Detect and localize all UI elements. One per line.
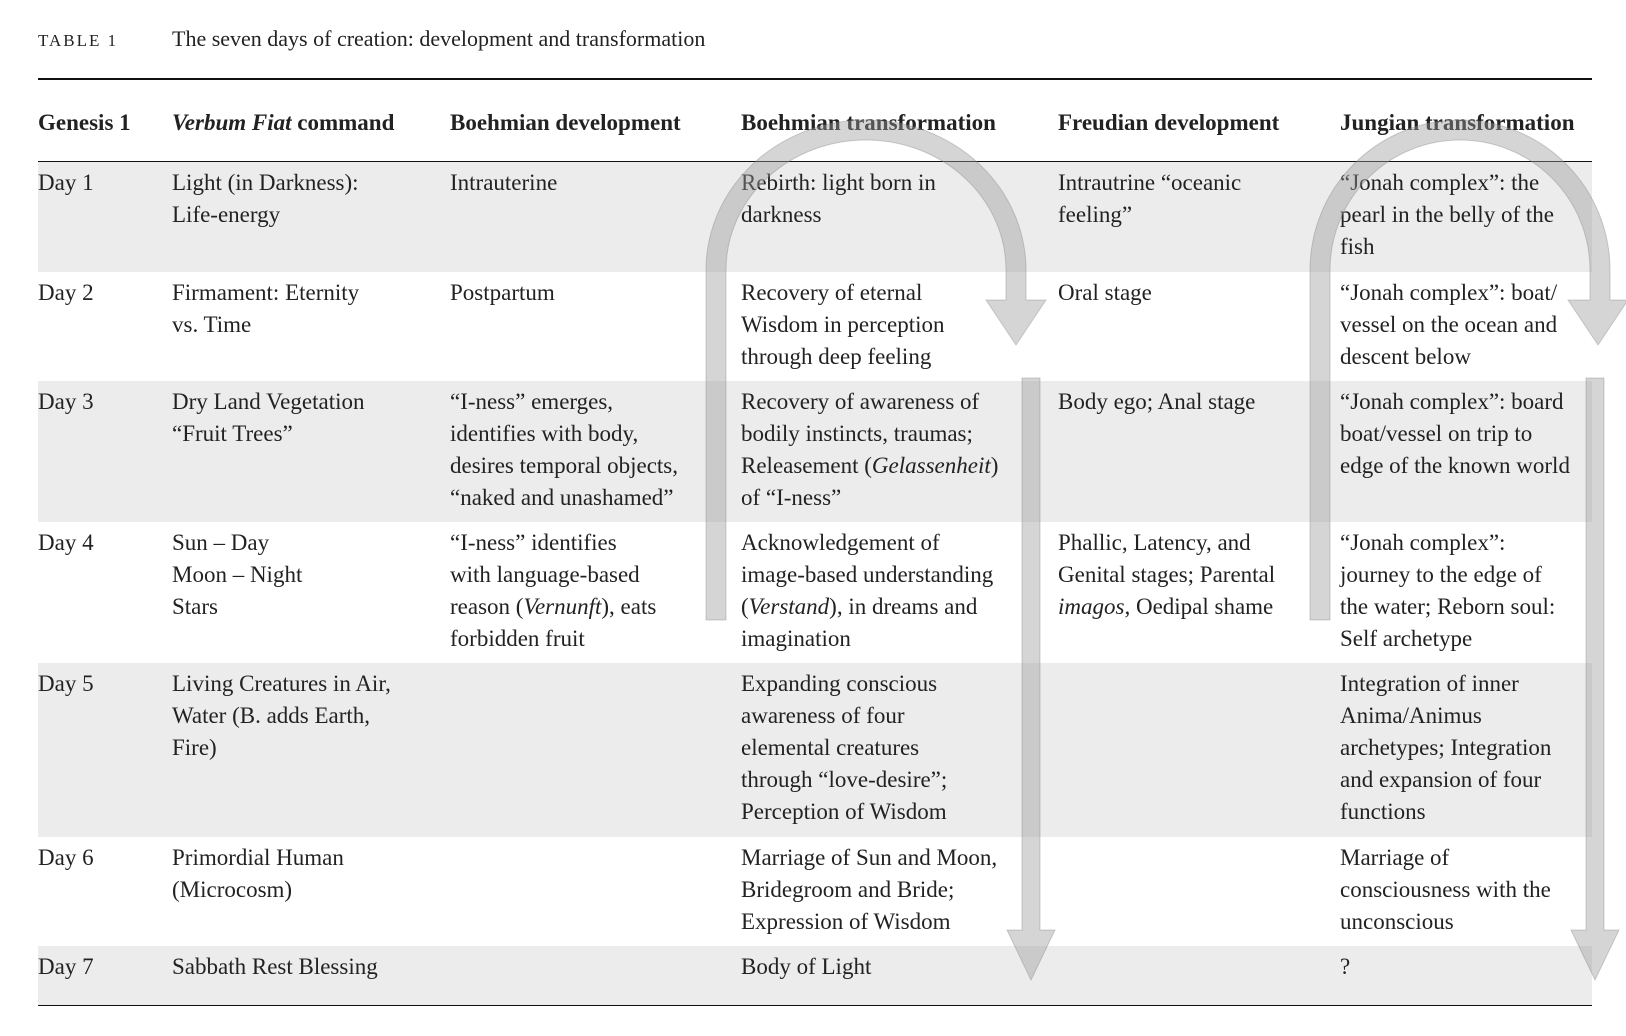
cell-line: Integration of inner: [1340, 671, 1519, 696]
cell-line: unconscious: [1340, 909, 1454, 934]
table-caption: [38, 26, 705, 52]
header-text: Boehmian transformation: [741, 110, 996, 135]
table-cell: [1340, 842, 1551, 938]
cell-line: Expression of Wisdom: [741, 909, 951, 934]
day-label: [38, 668, 94, 700]
cell-line: Postpartum: [450, 280, 555, 305]
cell-line: Sun – Day: [172, 530, 270, 555]
cell-line: “Fruit Trees”: [172, 421, 293, 446]
table-cell: [172, 668, 391, 764]
table-cell: [1340, 951, 1350, 983]
italic-term: Gelassenheit: [871, 453, 991, 478]
cell-line: Recovery of eternal: [741, 280, 923, 305]
cell-line: through “love-desire”;: [741, 767, 948, 792]
cell-line: Dry Land Vegetation: [172, 389, 365, 414]
day-label: [38, 277, 94, 309]
top-rule: [38, 78, 1592, 80]
table-cell: [172, 842, 344, 906]
header-text: Genesis 1: [38, 110, 131, 135]
cell-line: Sabbath Rest Blessing: [172, 954, 378, 979]
cell-line: “Jonah complex”: boat/: [1340, 280, 1558, 305]
cell-line: ?: [1340, 954, 1351, 979]
cell-line: edge of the known world: [1340, 453, 1570, 478]
table-title: The seven days of creation: development and transformation: [172, 26, 706, 51]
cell-line: Intrautrine “oceanic: [1058, 170, 1242, 195]
table-cell: [450, 527, 656, 655]
table-cell: [1340, 386, 1570, 482]
table-cell: [1340, 668, 1551, 828]
cell-line: Primordial Human: [172, 845, 344, 870]
cell-line: awareness of four: [741, 703, 905, 728]
table-cell: [172, 386, 364, 450]
table-cell: [450, 277, 555, 309]
table-cell: [1340, 277, 1557, 373]
cell-line: Firmament: Eternity: [172, 280, 360, 305]
cell-line: functions: [1340, 799, 1426, 824]
cell-line: Expanding conscious: [741, 671, 938, 696]
day-label: [38, 951, 94, 983]
cell-line: Stars: [172, 594, 218, 619]
table-cell: [741, 167, 936, 231]
cell-line: Bridegroom and Bride;: [741, 877, 955, 902]
cell-line: image-based understanding: [741, 562, 994, 587]
table-cell: [741, 842, 997, 938]
table-cell: [172, 527, 302, 623]
cell-line: Releasement (Gelassenheit): [741, 453, 999, 478]
cell-line: Intrauterine: [450, 170, 558, 195]
table-label: TABLE 1: [38, 31, 119, 50]
table-cell: [741, 668, 947, 828]
cell-line: Genital stages; Parental: [1058, 562, 1276, 587]
cell-line: “Jonah complex”:: [1340, 530, 1506, 555]
cell-line: desires temporal objects,: [450, 453, 679, 478]
table-cell: [1058, 277, 1152, 309]
day-label: [38, 386, 94, 418]
day-label: [38, 167, 94, 199]
table-cell: [1058, 167, 1241, 231]
cell-line: Body of Light: [741, 954, 872, 979]
table-cell: [450, 167, 557, 199]
italic-term: Verstand: [748, 594, 830, 619]
cell-line: Rebirth: light born in: [741, 170, 936, 195]
cell-line: Day 7: [38, 954, 94, 979]
column-header: [172, 110, 394, 136]
cell-line: Life-energy: [172, 202, 281, 227]
cell-line: boat/vessel on trip to: [1340, 421, 1533, 446]
cell-line: Wisdom in perception: [741, 312, 945, 337]
cell-line: of “I-ness”: [741, 485, 842, 510]
cell-line: pearl in the belly of the: [1340, 202, 1554, 227]
cell-line: vessel on the ocean and: [1340, 312, 1558, 337]
header-text: Boehmian development: [450, 110, 681, 135]
column-header: [38, 110, 131, 136]
cell-line: (Verstand), in dreams and: [741, 594, 978, 619]
cell-line: vs. Time: [172, 312, 252, 337]
cell-line: Anima/Animus: [1340, 703, 1482, 728]
table-cell: [741, 527, 993, 655]
cell-line: Day 5: [38, 671, 94, 696]
cell-line: journey to the edge of: [1340, 562, 1542, 587]
table-cell: [172, 951, 378, 983]
cell-line: Phallic, Latency, and: [1058, 530, 1251, 555]
cell-line: Day 1: [38, 170, 94, 195]
cell-line: through deep feeling: [741, 344, 932, 369]
cell-line: (Microcosm): [172, 877, 293, 902]
cell-line: Perception of Wisdom: [741, 799, 947, 824]
table-cell: [172, 167, 359, 231]
cell-line: Day 6: [38, 845, 94, 870]
table-cell: [450, 386, 678, 514]
cell-line: elemental creatures: [741, 735, 920, 760]
cell-line: Recovery of awareness of: [741, 389, 980, 414]
cell-line: Living Creatures in Air,: [172, 671, 391, 696]
column-header: [741, 110, 996, 136]
cell-line: “Jonah complex”: board: [1340, 389, 1564, 414]
bottom-rule: [38, 1005, 1592, 1006]
cell-line: Day 2: [38, 280, 94, 305]
cell-line: descent below: [1340, 344, 1471, 369]
cell-line: Fire): [172, 735, 217, 760]
cell-line: “I-ness” emerges,: [450, 389, 614, 414]
cell-line: identifies with body,: [450, 421, 639, 446]
table-cell: [1058, 386, 1255, 418]
cell-line: Oral stage: [1058, 280, 1152, 305]
cell-line: “I-ness” identifies: [450, 530, 617, 555]
table-cell: [741, 277, 944, 373]
header-text: Freudian development: [1058, 110, 1280, 135]
cell-line: “Jonah complex”: the: [1340, 170, 1540, 195]
header-text: Jungian transformation: [1340, 110, 1575, 135]
cell-line: forbidden fruit: [450, 626, 585, 651]
table-cell: [1058, 527, 1275, 623]
header-text: command: [291, 110, 395, 135]
cell-line: Self archetype: [1340, 626, 1473, 651]
column-header: [1340, 110, 1575, 136]
table-cell: [1340, 167, 1554, 263]
cell-line: Marriage of: [1340, 845, 1450, 870]
cell-line: Acknowledgement of: [741, 530, 940, 555]
cell-line: “naked and unashamed”: [450, 485, 674, 510]
cell-line: the water; Reborn soul:: [1340, 594, 1556, 619]
cell-line: Body ego; Anal stage: [1058, 389, 1256, 414]
italic-term: imagos: [1058, 594, 1125, 619]
cell-line: with language-based: [450, 562, 640, 587]
cell-line: bodily instincts, traumas;: [741, 421, 973, 446]
cell-line: Day 4: [38, 530, 94, 555]
cell-line: imagos, Oedipal shame: [1058, 594, 1274, 619]
table-cell: [172, 277, 359, 341]
column-header: [450, 110, 681, 136]
cell-line: Marriage of Sun and Moon,: [741, 845, 998, 870]
cell-line: Water (B. adds Earth,: [172, 703, 371, 728]
day-label: [38, 527, 94, 559]
cell-line: darkness: [741, 202, 822, 227]
cell-line: fish: [1340, 234, 1375, 259]
table-cell: [741, 951, 871, 983]
cell-line: Light (in Darkness):: [172, 170, 359, 195]
italic-term: Vernunft: [523, 594, 602, 619]
cell-line: archetypes; Integration: [1340, 735, 1552, 760]
table-cell: [1340, 527, 1555, 655]
column-header: [1058, 110, 1279, 136]
cell-line: and expansion of four: [1340, 767, 1542, 792]
cell-line: Day 3: [38, 389, 94, 414]
header-italic-text: Verbum Fiat: [172, 110, 292, 135]
day-label: [38, 842, 94, 874]
cell-line: imagination: [741, 626, 851, 651]
cell-line: Moon – Night: [172, 562, 303, 587]
cell-line: reason (Vernunft), eats: [450, 594, 657, 619]
cell-line: feeling”: [1058, 202, 1133, 227]
cell-line: consciousness with the: [1340, 877, 1551, 902]
table-cell: [741, 386, 998, 514]
